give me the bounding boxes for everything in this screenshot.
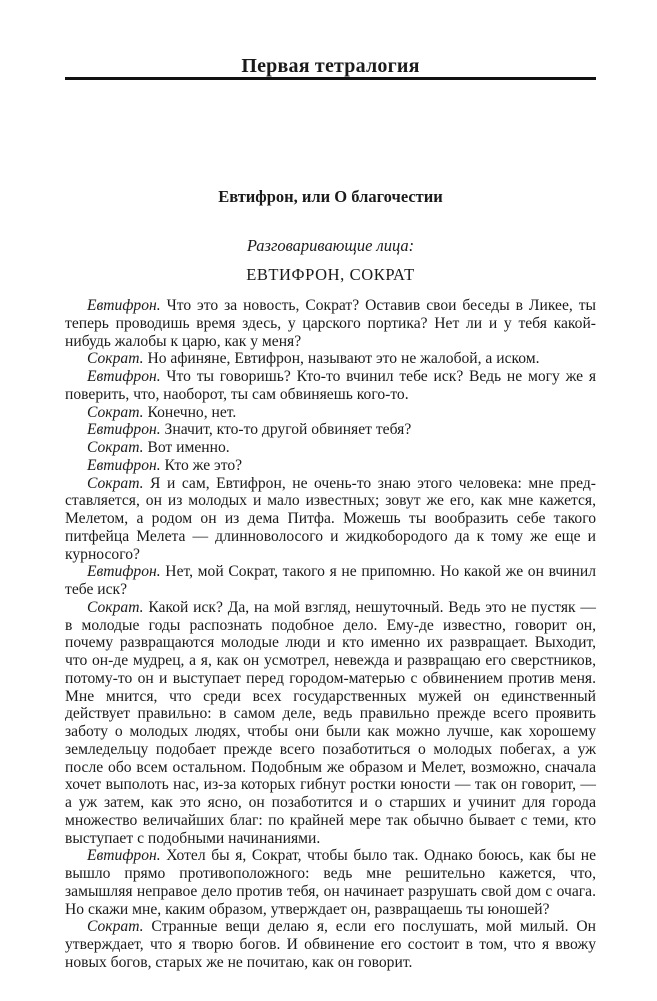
dialogue-paragraph — [65, 457, 596, 475]
speaker-name: Сократ. — [87, 439, 144, 456]
work-title: Евтифрон, или О благочестии — [218, 187, 443, 206]
speaker-name: Евтифрон. — [87, 297, 161, 314]
speaker-name: Сократ. — [87, 403, 144, 421]
dialogue-paragraph — [65, 475, 596, 564]
speech-text: Кто же это? — [160, 456, 243, 474]
speaker-name: Сократ. — [87, 918, 144, 936]
speaker-name: Евтифрон. — [87, 456, 161, 474]
speech-text: Вот именно. — [143, 439, 230, 456]
speech-text: Нет, мой Сократ, такого я не припомню. Но какой же он вчинил тебе иск? — [65, 563, 596, 598]
dialogue-body — [65, 297, 596, 972]
speech-text: Странные вещи делаю я, если его послушать, мой милый. Он утверждает, что я творю богов. И обвинение его состоит в том, что я ввожу новых богов, старых же не почитаю, как он говорит. — [65, 918, 596, 971]
speaker-name: Евтифрон. — [87, 847, 161, 865]
dialogue-paragraph — [65, 421, 596, 439]
speech-text: Конечно, нет. — [143, 403, 237, 421]
dialogue-paragraph — [65, 297, 596, 350]
dialogue-paragraph — [65, 439, 596, 457]
dramatis-personae-names: ЕВТИФРОН, СОКРАТ — [246, 265, 415, 284]
speaker-name: Евтифрон. — [87, 563, 161, 581]
speaker-name: Сократ. — [87, 598, 144, 616]
dialogue-paragraph — [65, 563, 596, 599]
speaker-name: Сократ. — [87, 474, 144, 492]
dialogue-paragraph — [65, 599, 596, 848]
dialogue-paragraph — [65, 847, 596, 918]
speaker-name: Евтифрон. — [87, 368, 161, 385]
speech-text: Что ты говоришь? Кто-то вчинил тебе иск? Ведь не могу же я поверить, что, наоборот, ты сам обвиняешь кого-то. — [65, 368, 596, 403]
speech-text: Что это за новость, Сократ? Оставив свои беседы в Ликее, ты теперь проводишь время здесь, у царского портика? Нет ли и у тебя какой-нибудь жалобы к царю, как у меня? — [65, 297, 596, 350]
dialogue-paragraph — [65, 368, 596, 404]
dramatis-personae-label: Разговаривающие лица: — [246, 236, 415, 255]
speech-text: Хотел бы я, Сократ, чтобы было так. Однако боюсь, как бы не вышло прямо противоположного: ведь мне решительно кажется, что, замышляя неправое дело против тебя, он начинает разрушать свой дом с очага. Но скажи мне, каким образом, утверждает он, развращаешь ты юношей? — [65, 847, 596, 918]
speech-text: Значит, кто-то другой обвиняет тебя? — [160, 421, 412, 439]
speech-text: Я и сам, Евтифрон, не очень-то знаю этого человека: мне представляется, он из молодых и мало известных; зовут же его, как мне кажется, Мелетом, а родом он из дема Питфа. Можешь ты вообразить себе такого питфейца Мелета — длинноволосого и жидкобородого да к тому же еще и курносого? — [65, 474, 596, 563]
dialogue-paragraph — [65, 918, 596, 971]
running-head: Первая тетралогия — [241, 55, 420, 77]
speaker-name: Евтифрон. — [87, 421, 161, 439]
speech-text: Но афиняне, Евтифрон, называют это не жалобой, а иском. — [143, 350, 540, 368]
dialogue-paragraph — [65, 404, 596, 422]
speech-text: Какой иск? Да, на мой взгляд, нешуточный. Ведь это не пустяк — в молодые годы распознать подобное дело. Ему-де известно, говорит он, почему развращаются молодые люди и кто именно их развращает. Выходит, что он-де мудрец, а я, как он усмотрел, невежда и развращаю его сверстников, потому-то он и выступает перед городом-матерью с обвинением против меня. Мне мнится, что среди всех государственных мужей он единственный действует правильно: в самом деле, ведь правильно прежде всего проявить заботу о молодых людях, чтобы они были как можно лучше, как хорошему земледельцу подобает прежде всего позаботиться о молодых побегах, а уж после обо всем остальном. Подобным же образом и Мелет, возможно, сначала хочет выполоть нас, из-за которых гибнут ростки юности — так он говорит, — а уж затем, как это ясно, он позаботится и о старших и учинит для города множество величайших благ: по крайней мере так обычно бывает с теми, кто выступает с подобными начинаниями. — [65, 598, 596, 847]
dialogue-paragraph — [65, 350, 596, 368]
header-rule — [65, 77, 596, 80]
speaker-name: Сократ. — [87, 350, 144, 368]
